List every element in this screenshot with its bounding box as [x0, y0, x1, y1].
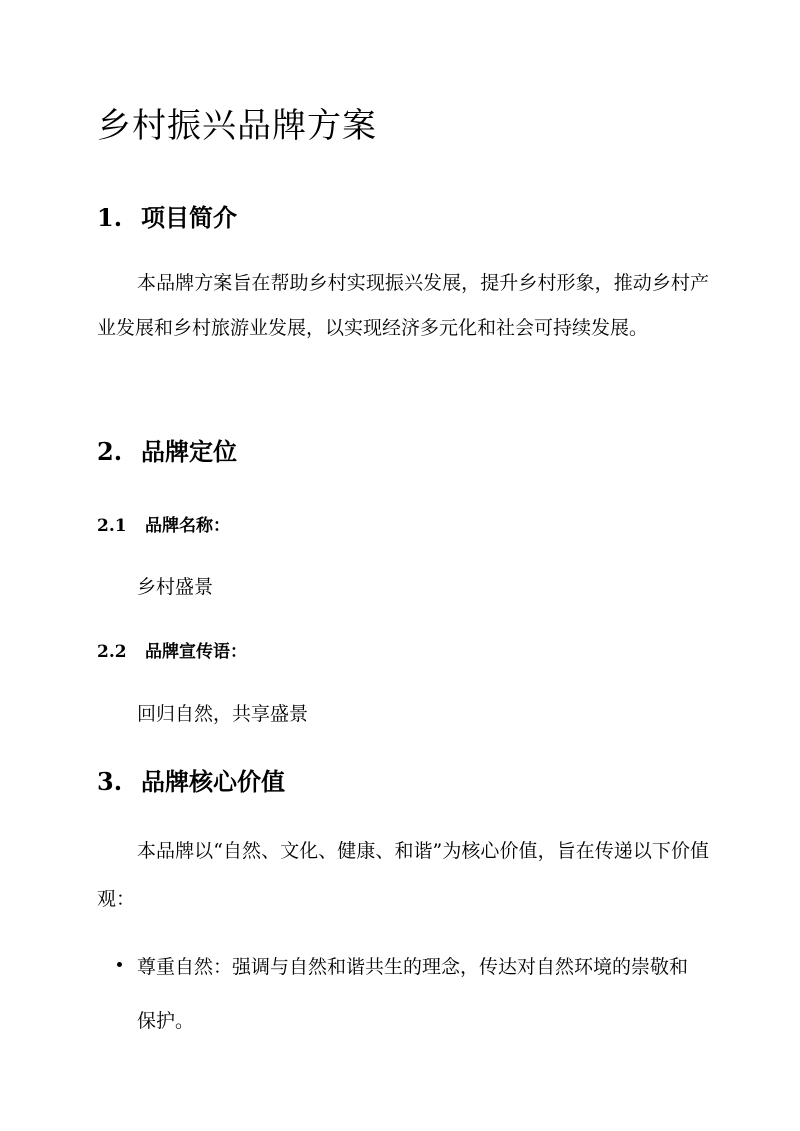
section-number: 1.: [97, 203, 123, 232]
subsection-title: 品牌宣传语：: [145, 642, 247, 662]
section-title: 品牌核心价值: [141, 767, 285, 796]
values-paragraph: 本品牌以“自然、文化、健康、和谐”为核心价值，旨在传递以下价值观：: [97, 840, 709, 910]
section-number: 2.: [97, 437, 123, 466]
section-heading-values: [97, 762, 285, 797]
section-number: 3.: [97, 767, 123, 796]
subsection-heading-slogan: [97, 637, 247, 662]
subsection-number: 2.2: [97, 642, 127, 662]
intro-paragraph: 本品牌方案旨在帮助乡村实现振兴发展，提升乡村形象，推动乡村产业发展和乡村旅游业发展，以实现经济多元化和社会可持续发展。: [97, 272, 709, 339]
subsection-title: 品牌名称：: [145, 516, 230, 536]
section-heading-intro: [97, 198, 237, 233]
section-title: 项目简介: [141, 203, 237, 232]
list-item: 尊重自然：强调与自然和谐共生的理念，传达对自然环境的崇敬和保护。: [137, 956, 689, 1032]
bullet-icon: [117, 962, 122, 967]
slogan-value: 回归自然，共享盛景: [137, 703, 309, 725]
brand-name-value: 乡村盛景: [137, 576, 214, 598]
subsection-number: 2.1: [97, 516, 127, 536]
section-heading-positioning: [97, 432, 237, 467]
section-title: 品牌定位: [141, 437, 237, 466]
subsection-heading-brand-name: [97, 511, 230, 536]
document-title: 乡村振兴品牌方案: [97, 106, 377, 146]
